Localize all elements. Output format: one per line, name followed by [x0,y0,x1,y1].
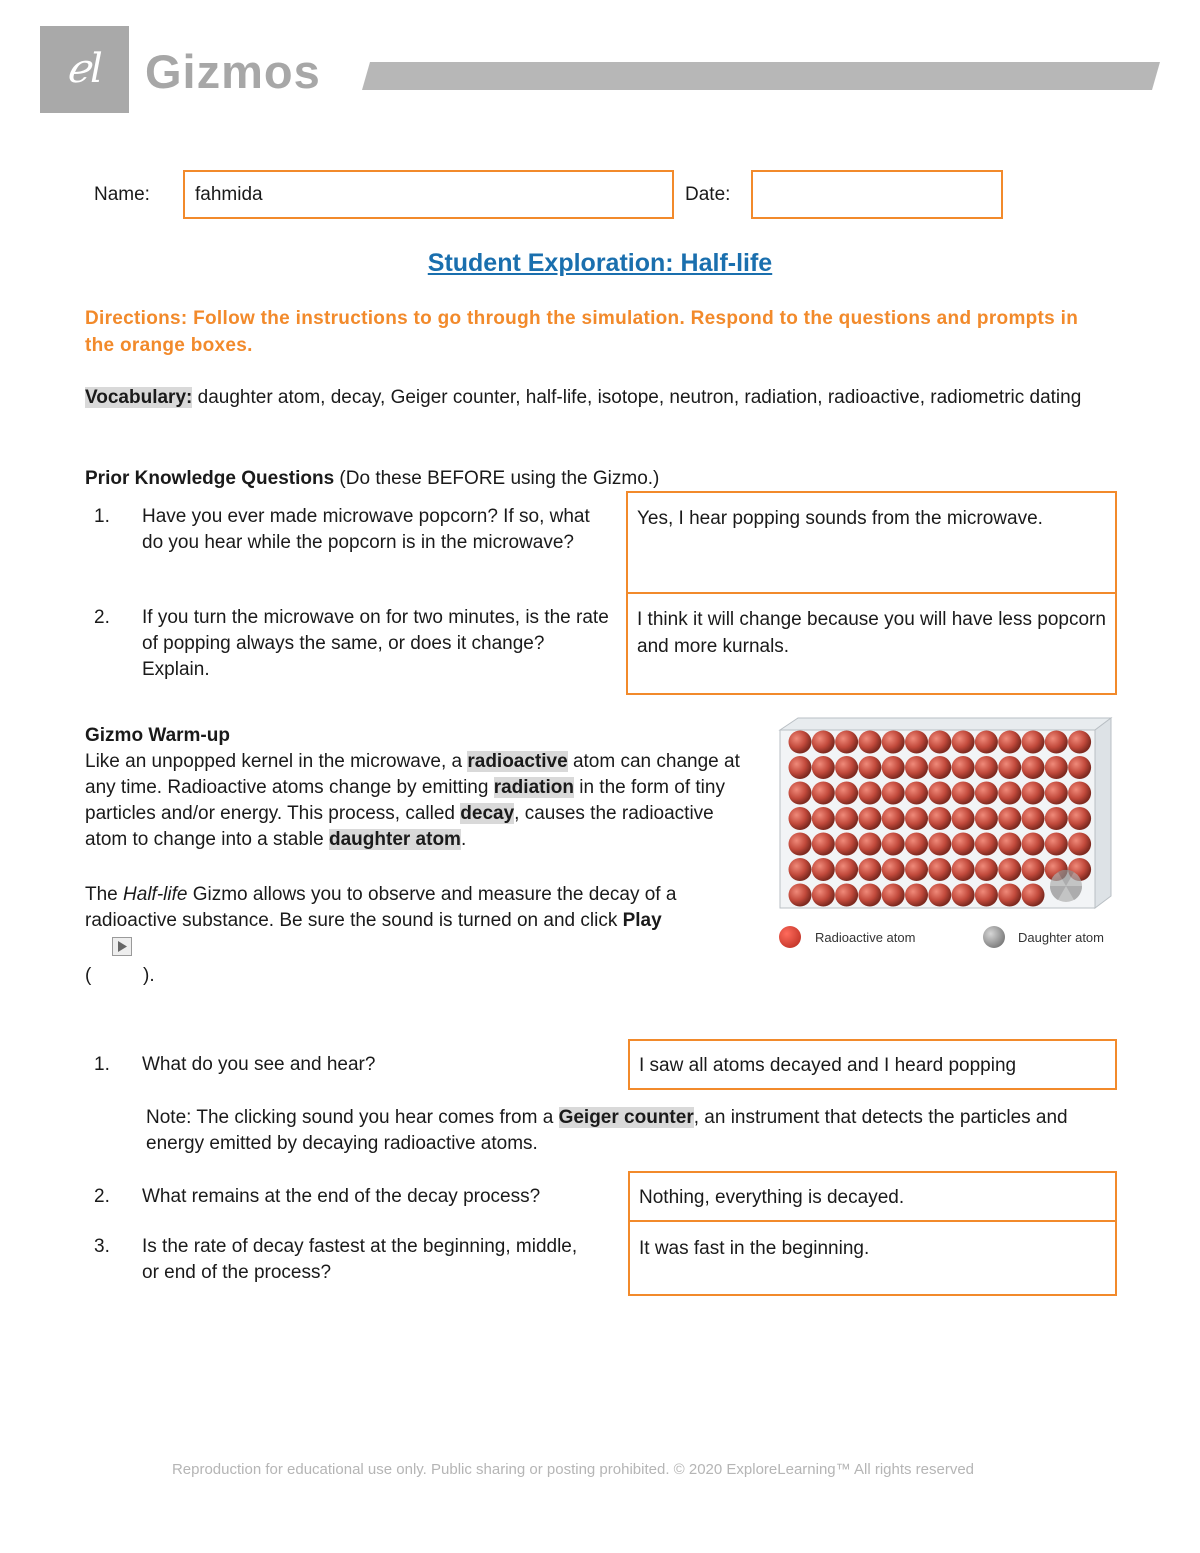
radioactive-atom [858,858,881,881]
radioactive-atom [858,782,881,805]
question-number: 1. [94,506,110,527]
radioactive-atom [952,756,975,779]
answer-box-warmup-2[interactable] [628,1171,1117,1222]
text-span: Gizmo allows you to observe and measure the decay of a radioactive substance. Be sure the sound is turned on and click [85,884,677,931]
radioactive-atom [952,833,975,856]
header-banner-stripe [362,62,1160,90]
text-span: The [85,884,124,905]
radioactive-atom [998,731,1021,754]
answer-text: I think it will change because you will have less popcorn and more kurnals. [637,609,1106,657]
geiger-note [146,1105,1076,1157]
radioactive-atom [789,833,812,856]
prior-question-1: Have you ever made microwave popcorn? If so, what do you hear while the popcorn is in the microwave? [142,506,590,553]
vocabulary-terms: daughter atom, decay, Geiger counter, half-life, isotope, neutron, radiation, radioactive, radiometric dating [192,387,1082,408]
radioactive-atom [858,731,881,754]
answer-text: Nothing, everything is decayed. [639,1187,905,1208]
radioactive-atom [905,858,928,881]
radioactive-atom [998,884,1021,907]
radioactive-atom [998,858,1021,881]
radioactive-atom [812,858,835,881]
radioactive-atom [952,884,975,907]
radioactive-atom [1045,731,1068,754]
date-field[interactable] [751,170,1003,219]
radioactive-atom [975,782,998,805]
text-span: in the form of tiny particles and/or energy. This process, called [85,777,725,824]
question-number: 1. [94,1054,110,1075]
answer-text: It was fast in the beginning. [639,1238,870,1259]
legend-radioactive: Radioactive atom [815,930,916,945]
name-value: fahmida [195,184,263,205]
answer-text: Yes, I hear popping sounds from the microwave. [637,508,1043,529]
prior-subheading: (Do these BEFORE using the Gizmo.) [334,468,660,489]
brand-name: Gizmos [145,45,321,98]
radioactive-atom [882,858,905,881]
radioactive-atom [835,731,858,754]
radioactive-atom [905,782,928,805]
radioactive-atom [789,884,812,907]
vocab-highlight: radiation [493,777,574,798]
radioactive-atom [998,807,1021,830]
radioactive-atom [1022,756,1045,779]
radioactive-atom [835,807,858,830]
radioactive-atom [928,884,951,907]
radioactive-atom [812,884,835,907]
warmup-heading-text: Gizmo Warm-up [85,725,230,746]
radioactive-atom [1045,782,1068,805]
radioactive-atom [789,858,812,881]
radioactive-atom [928,756,951,779]
text-span: , causes the radioactive atom to change into a stable [85,803,714,850]
radioactive-atom [928,782,951,805]
question-number: 3. [94,1236,110,1257]
text-span: Note: The clicking sound you hear comes from a [146,1107,559,1128]
text-span: . [460,829,467,850]
radioactive-atom [1022,807,1045,830]
radioactive-atom [975,756,998,779]
radioactive-atom [835,833,858,856]
radioactive-atom [975,807,998,830]
radioactive-atom [975,858,998,881]
radioactive-atom-legend-icon [779,926,801,948]
warmup-question-2: What remains at the end of the decay process? [142,1186,541,1207]
radioactive-atom [905,756,928,779]
radioactive-atom [812,731,835,754]
name-label: Name: [94,184,150,205]
warmup-question-3: Is the rate of decay fastest at the beginning, middle, or end of the process? [142,1236,578,1283]
radioactive-atom [905,807,928,830]
radioactive-atom [858,807,881,830]
gizmo-name: Half-life [123,884,188,905]
half-life-simulation-image [778,716,1113,916]
play-paren-open: ( [85,965,92,986]
radioactive-atom [975,731,998,754]
radioactive-atom [1068,782,1091,805]
warmup-paragraph-1 [85,749,755,853]
vocab-highlight: Geiger counter [558,1107,694,1128]
radioactive-atom [882,884,905,907]
logo-mark: ℯl [66,46,103,92]
vocabulary-label: Vocabulary: [85,387,193,408]
answer-box-warmup-3[interactable] [628,1220,1117,1296]
play-button-icon[interactable] [112,937,132,956]
prior-question-2: If you turn the microwave on for two minutes, is the rate of popping always the same, or does it change? Explain. [142,607,609,680]
radioactive-atom [858,884,881,907]
date-label: Date: [685,184,731,205]
radioactive-atom [1068,807,1091,830]
radioactive-atom [882,807,905,830]
answer-box-prior-2[interactable] [626,592,1117,695]
radioactive-atom [952,858,975,881]
radioactive-atom [882,782,905,805]
radioactive-atom [789,782,812,805]
radioactive-atom [812,807,835,830]
radioactive-atom [812,782,835,805]
radioactive-atom [975,884,998,907]
explorelearning-logo [40,26,129,113]
radioactive-atom [882,731,905,754]
radioactive-atom [928,731,951,754]
text-span: Like an unpopped kernel in the microwave, a [85,751,468,772]
radioactive-atom [835,756,858,779]
radioactive-atom [1045,807,1068,830]
question-number: 2. [94,607,110,628]
radioactive-atom [858,756,881,779]
radioactive-atom [905,731,928,754]
text-span: atom can change at any time. Radioactive atoms change by emitting [85,751,740,798]
radioactive-atom [952,731,975,754]
radioactive-atom [998,782,1021,805]
radioactive-atom [1068,833,1091,856]
question-number: 2. [94,1186,110,1207]
radioactive-atom [858,833,881,856]
radioactive-atom [835,858,858,881]
vocab-highlight: radioactive [467,751,568,772]
radiation-symbol-icon [1050,870,1082,902]
vocab-highlight: decay [460,803,515,824]
radioactive-atom [812,833,835,856]
prior-knowledge-heading [85,466,659,492]
radioactive-atom [952,807,975,830]
prior-heading-text: Prior Knowledge Questions [85,468,335,489]
footer-copyright: Reproduction for educational use only. Public sharing or posting prohibited. © 2020 ExploreLearning™ All rights reserved [171,1461,975,1478]
radioactive-atom [812,756,835,779]
answer-box-prior-1[interactable] [626,491,1117,594]
directions-text: Directions: Follow the instructions to go through the simulation. Respond to the questions and prompts in the orange boxes. [85,308,1079,356]
legend-daughter: Daughter atom [1018,930,1104,945]
radioactive-atom [1022,731,1045,754]
radioactive-atom [835,884,858,907]
vocab-highlight: daughter atom [329,829,461,850]
radioactive-atom [975,833,998,856]
play-label: Play [622,910,662,931]
page-title: Student Exploration: Half-life [427,249,773,277]
radioactive-atom [928,833,951,856]
radioactive-atom [1068,756,1091,779]
text-span: , an instrument that detects the particles and energy emitted by decaying radioactive atoms. [146,1107,1068,1154]
vocabulary-paragraph [85,385,1095,411]
radioactive-atom [835,782,858,805]
radioactive-atom [998,756,1021,779]
warmup-paragraph-2 [85,882,750,934]
radioactive-atom [998,833,1021,856]
name-field[interactable] [183,170,674,219]
radioactive-atom [789,756,812,779]
radioactive-atom [789,807,812,830]
warmup-question-1: What do you see and hear? [142,1054,376,1075]
radioactive-atom [1068,731,1091,754]
radioactive-atom [1045,833,1068,856]
radioactive-atom [928,807,951,830]
answer-box-warmup-1[interactable] [628,1039,1117,1090]
radioactive-atom [928,858,951,881]
answer-text: I saw all atoms decayed and I heard popping [639,1055,1017,1076]
radioactive-atom [905,884,928,907]
radioactive-atom [952,782,975,805]
radioactive-atom [1022,858,1045,881]
radioactive-atom [882,833,905,856]
radioactive-atom [882,756,905,779]
daughter-atom-legend-icon [983,926,1005,948]
radioactive-atom [1022,833,1045,856]
radioactive-atom [1022,884,1045,907]
radioactive-atom [789,731,812,754]
radioactive-atom [1045,756,1068,779]
warmup-heading [85,723,230,749]
radioactive-atom [1022,782,1045,805]
play-paren-close: ). [143,965,155,986]
radioactive-atom [905,833,928,856]
